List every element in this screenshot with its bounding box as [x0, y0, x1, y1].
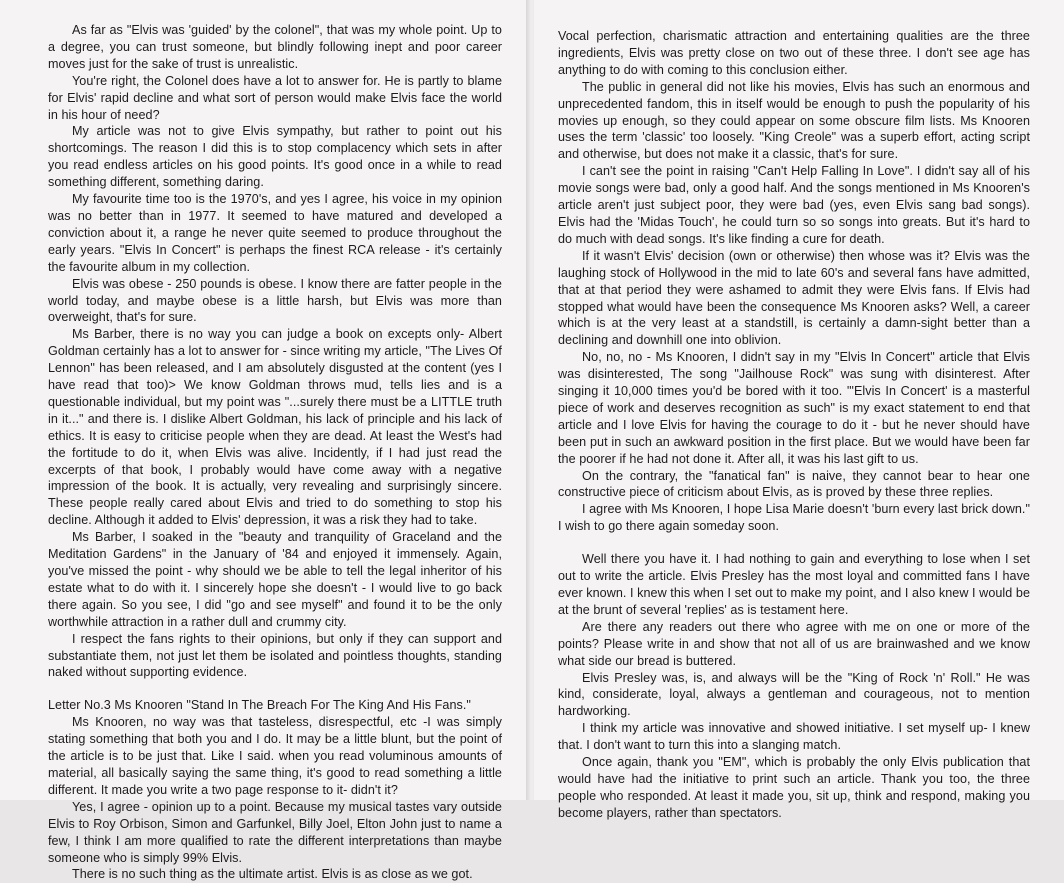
right-page — [534, 0, 1064, 820]
paragraph: I agree with Ms Knooren, I hope Lisa Marie doesn't 'burn every last brick down." I wish to go there again someday soon. — [558, 502, 1030, 534]
paragraph: Elvis was obese - 250 pounds is obese. I know there are fatter people in the world today, and maybe obese is a little harsh, but Elvis was more than overweight, that's for sure. — [48, 276, 502, 325]
right-page-text — [558, 28, 1030, 822]
paragraph: The public in general did not like his movies, Elvis has such an enormous and unprecedented fandom, this in itself would be enough to push the popularity of his movies up enough, so they could appear on some obscure film lists. Ms Knooren uses the term 'classic' too loosely. "King Creole" was a superb effort, acting script and otherwise, but does not make it a classic, that's for sure. — [558, 79, 1030, 162]
paragraph: Are there any readers out there who agree with me on one or more of the points? Please write in and show that not all of us are brainwashed and we know what side our bread is buttered. — [558, 619, 1030, 668]
paragraph: Ms Knooren, no way was that tasteless, disrespectful, etc -I was simply stating something that both you and I do. It may be a little blunt, but the point of the article is to be just that. Like I said. when you read voluminous amounts of material, all basically saying the same thing, it's good to read something a little different. It made you write a two page response to it- didn't it? — [48, 715, 502, 797]
paragraph: You're right, the Colonel does have a lot to answer for. He is partly to blame for Elvis' rapid decline and what sort of person would make Elvis face the world in his hour of need? — [48, 73, 502, 122]
paragraph: Once again, thank you "EM", which is probably the only Elvis publication that would have had the initiative to print such an article. Thank you too, the three people who responded. At least it made you, sit up, think and respond, making you become players, rather than spectators. — [558, 755, 1030, 820]
paragraph: On the contrary, the "fanatical fan" is naive, they cannot bear to hear one constructive piece of criticism about Elvis, as is proved by these three replies. — [558, 468, 1030, 500]
left-page — [0, 0, 530, 882]
paragraph: Well there you have it. I had nothing to gain and everything to lose when I set out to write the article. Elvis Presley has the most loyal and committed fans I have ever known. I knew this when I set out to make my point, and I also knew I would be at the brunt of several 'replies' as is testament here. — [558, 552, 1030, 617]
paragraph: My article was not to give Elvis sympathy, but rather to point out his shortcomings. The reason I did this is to stop complacency which sets in after you read endless articles on his good points. It's good once in a while to read something different, something daring. — [48, 124, 502, 190]
paragraph: No, no, no - Ms Knooren, I didn't say in my "Elvis In Concert" article that Elvis was disinterested, The song "Jailhouse Rock" was sung with disinterest. After singing it 10,000 times you'd be bored with it too. "'Elvis In Concert' is a masterful piece of work and deserves recognition as such" is my exact statement to end that article and I love Elvis for having the courage to do it - but he never should have been put in such an awkward position in the first place. But we would have been far the poorer if he had not done it. After all, it was his last gift to us. — [558, 350, 1030, 466]
paragraph: Ms Barber, I soaked in the "beauty and tranquility of Graceland and the Meditation Gardens" in the January of '84 and enjoyed it immensely. Again, you've missed the point - why should we be able to tell the legal inheritor of his estate what to do with it. I sincerely hope she doesn't - I would live to go back there again. So you see, I did "go and see myself" and found it to be the only worthwhile attraction in a rather dull and crummy city. — [48, 530, 502, 629]
paragraph: There is no such thing as the ultimate artist. Elvis is as close as we got. — [72, 867, 473, 882]
paragraph: As far as "Elvis was 'guided' by the colonel", that was my whole point. Up to a degree, you can trust someone, but blindly following inept and poor career moves just for the sake of trust is unrealistic. — [48, 23, 502, 71]
paragraph: My favourite time too is the 1970's, and yes I agree, his voice in my opinion was no better than in 1977. It seemed to have matured and developed a conviction about it, a range he never quite seemed to produce throughout the early years. "Elvis In Concert" is perhaps the finest RCA release - it's certainly the favourite album in my collection. — [48, 192, 502, 274]
paragraph: Yes, I agree - opinion up to a point. Because my musical tastes vary outside Elvis to Roy Orbison, Simon and Garfunkel, Billy Joel, Elton John just to name a few, I think I am more qualified to rate the different interpretations than maybe someone who is simply 99% Elvis. — [48, 799, 502, 865]
paragraph: Vocal perfection, charismatic attraction and entertaining qualities are the three ingredients, Elvis was pretty close on two out of these three. I don't see age has anything to do with coming to this conclusion either. — [558, 29, 1030, 77]
paragraph: If it wasn't Elvis' decision (own or otherwise) then whose was it? Elvis was the laughing stock of Hollywood in the mid to late 60's and several fans have admitted, that at that period they were ashamed to admit they were Elvis fans. If Elvis had stopped what would have been the consequence Ms Knooren asks? Well, a career which is at the very least at a standstill, is certainly a damn-sight better than a declining and downhill one into oblivion. — [558, 248, 1030, 348]
paragraph: I respect the fans rights to their opinions, but only if they can support and substantiate them, not just let them be isolated and pointless thoughts, standing naked without supporting evidence. — [48, 631, 502, 680]
left-page-text — [48, 22, 502, 883]
paragraph: Ms Barber, there is no way you can judge a book on excepts only- Albert Goldman certainly has a lot to answer for - since writing my article, "The Lives Of Lennon" has been released, and I am absolutely disgusted at the content (yes I have read that too)> We know Goldman throws mud, tells lies and is a questionable individual, but my point was "...surely there must be a LITTLE truth in it..." and there is. I dislike Albert Goldman, his lack of principle and his lack of ethics. It is easy to criticise people when they are dead. At least the West's had the fortitude to do it, when Elvis was alive. Incidently, if I had just read the excerpts of that book, I probably would have come away with a negative impression of the book. It is actually, very revealing and surprisingly sincere. These people really cared about Elvis and tried to do something to stop his decline. Although it added to Elvis' depression, it was a risk they had to take. — [48, 327, 502, 528]
paragraph: Elvis Presley was, is, and always will be the "King of Rock 'n' Roll." He was kind, considerate, loyal, always a gentleman and courageous, not to mention hardworking. — [558, 670, 1030, 719]
paragraph: I think my article was innovative and showed initiative. I set myself up- I knew that. I don't want to turn this into a slanging match. — [558, 721, 1030, 753]
letter-heading: Letter No.3 Ms Knooren "Stand In The Breach For The King And His Fans." — [48, 698, 471, 713]
paragraph: I can't see the point in raising "Can't Help Falling In Love". I didn't say all of his movie songs were bad, only a good half. And the songs mentioned in Ms Knooren's article aren't just subject poor, they were bad (yes, even Elvis sang bad songs). Elvis had the 'Midas Touch', he could turn so so songs into greats. But it's hard to do much with dead songs. It's like finding a cure for death. — [558, 164, 1030, 246]
